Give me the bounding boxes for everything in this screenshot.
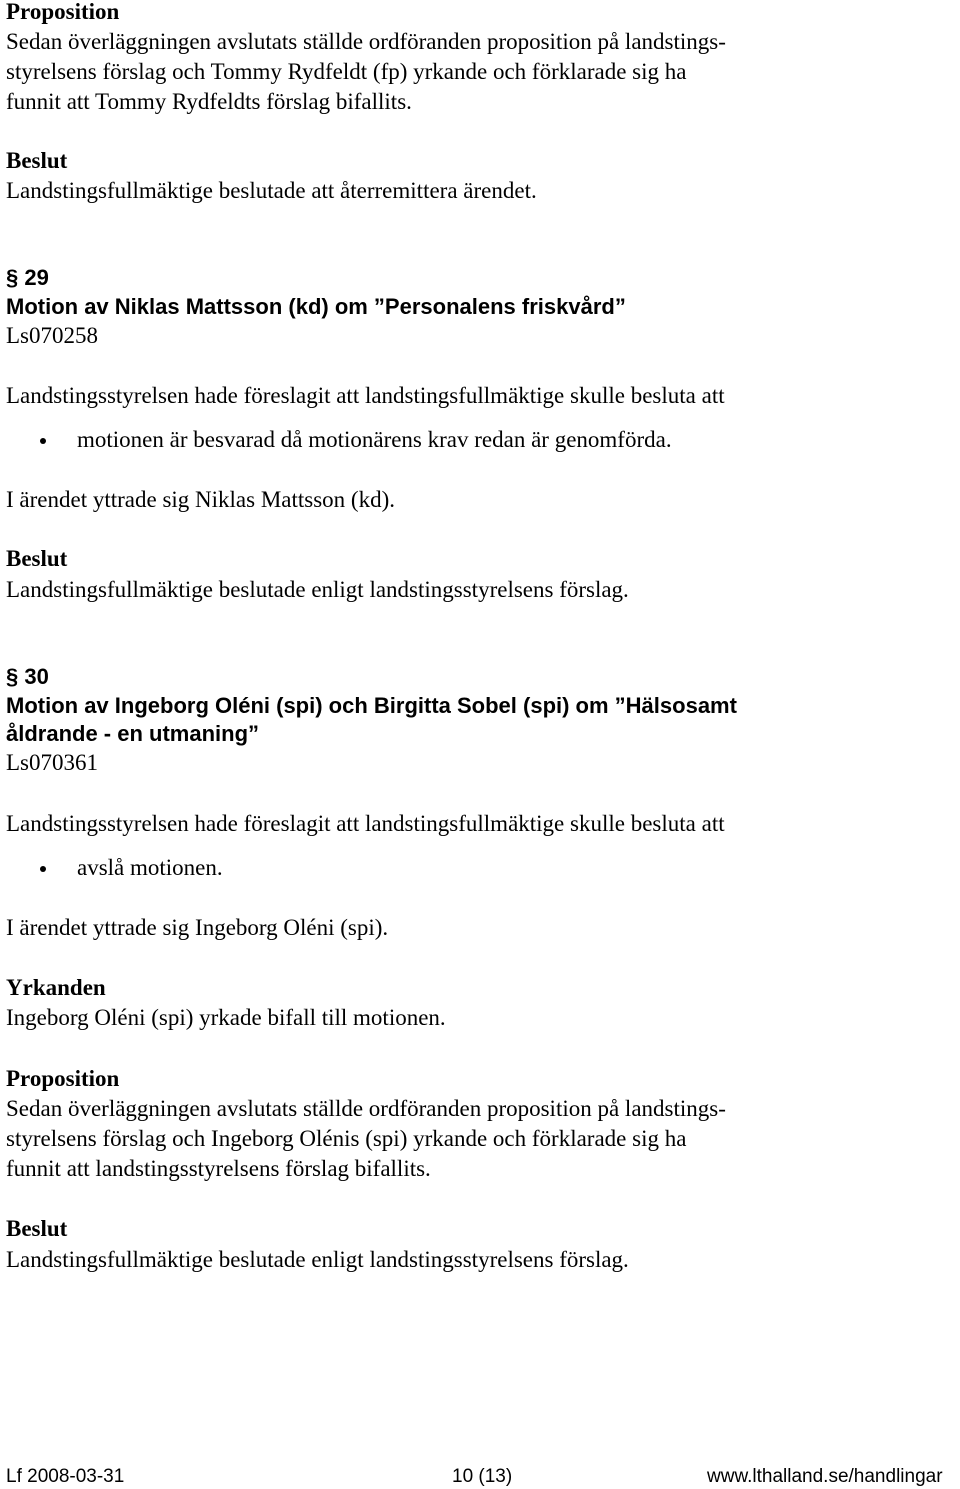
beslut-text: Landstingsfullmäktige beslutade att återremittera ärendet.	[6, 178, 537, 203]
remark-text: I ärendet yttrade sig Niklas Mattsson (kd).	[6, 487, 395, 512]
proposition-heading: Proposition	[6, 1066, 120, 1091]
case-reference: Ls070361	[6, 750, 98, 775]
proposition-line: styrelsens förslag och Ingeborg Olénis (spi) yrkande och förklarade sig ha	[6, 1126, 687, 1151]
proposition-line: styrelsens förslag och Tommy Rydfeldt (fp) yrkande och förklarade sig ha	[6, 59, 687, 84]
proposal-intro: Landstingsstyrelsen hade föreslagit att landstingsfullmäktige skulle besluta att	[6, 811, 725, 836]
proposition-line: funnit att Tommy Rydfeldts förslag bifallits.	[6, 89, 412, 114]
footer-date: Lf 2008-03-31	[6, 1466, 125, 1487]
beslut-text: Landstingsfullmäktige beslutade enligt landstingsstyrelsens förslag.	[6, 577, 629, 602]
section-title: Motion av Niklas Mattsson (kd) om ”Personalens friskvård”	[6, 294, 626, 319]
case-reference: Ls070258	[6, 323, 98, 348]
bullet-icon	[40, 866, 46, 872]
bullet-icon	[40, 438, 46, 444]
list-item: avslå motionen.	[77, 855, 223, 880]
footer-url: www.lthalland.se/handlingar	[707, 1466, 943, 1487]
beslut-text: Landstingsfullmäktige beslutade enligt landstingsstyrelsens förslag.	[6, 1247, 629, 1272]
proposal-intro: Landstingsstyrelsen hade föreslagit att landstingsfullmäktige skulle besluta att	[6, 383, 725, 408]
proposition-line: Sedan överläggningen avslutats ställde ordföranden proposition på landstings-	[6, 1096, 726, 1121]
list-item: motionen är besvarad då motionärens krav redan är genomförda.	[77, 427, 672, 452]
section-title: Motion av Ingeborg Oléni (spi) och Birgitta Sobel (spi) om ”Hälsosamt	[6, 693, 737, 718]
proposition-line: Sedan överläggningen avslutats ställde ordföranden proposition på landstings-	[6, 29, 726, 54]
section-number: § 29	[6, 265, 49, 290]
beslut-heading: Beslut	[6, 1216, 68, 1241]
remark-text: I ärendet yttrade sig Ingeborg Oléni (spi).	[6, 915, 389, 940]
section-title: åldrande - en utmaning”	[6, 721, 260, 746]
proposition-heading: Proposition	[6, 0, 120, 24]
yrkanden-text: Ingeborg Oléni (spi) yrkade bifall till motionen.	[6, 1005, 446, 1030]
section-number: § 30	[6, 664, 49, 689]
beslut-heading: Beslut	[6, 546, 68, 571]
beslut-heading: Beslut	[6, 148, 68, 173]
footer-page-number: 10 (13)	[452, 1466, 513, 1487]
yrkanden-heading: Yrkanden	[6, 975, 106, 1000]
proposition-line: funnit att landstingsstyrelsens förslag bifallits.	[6, 1156, 431, 1181]
